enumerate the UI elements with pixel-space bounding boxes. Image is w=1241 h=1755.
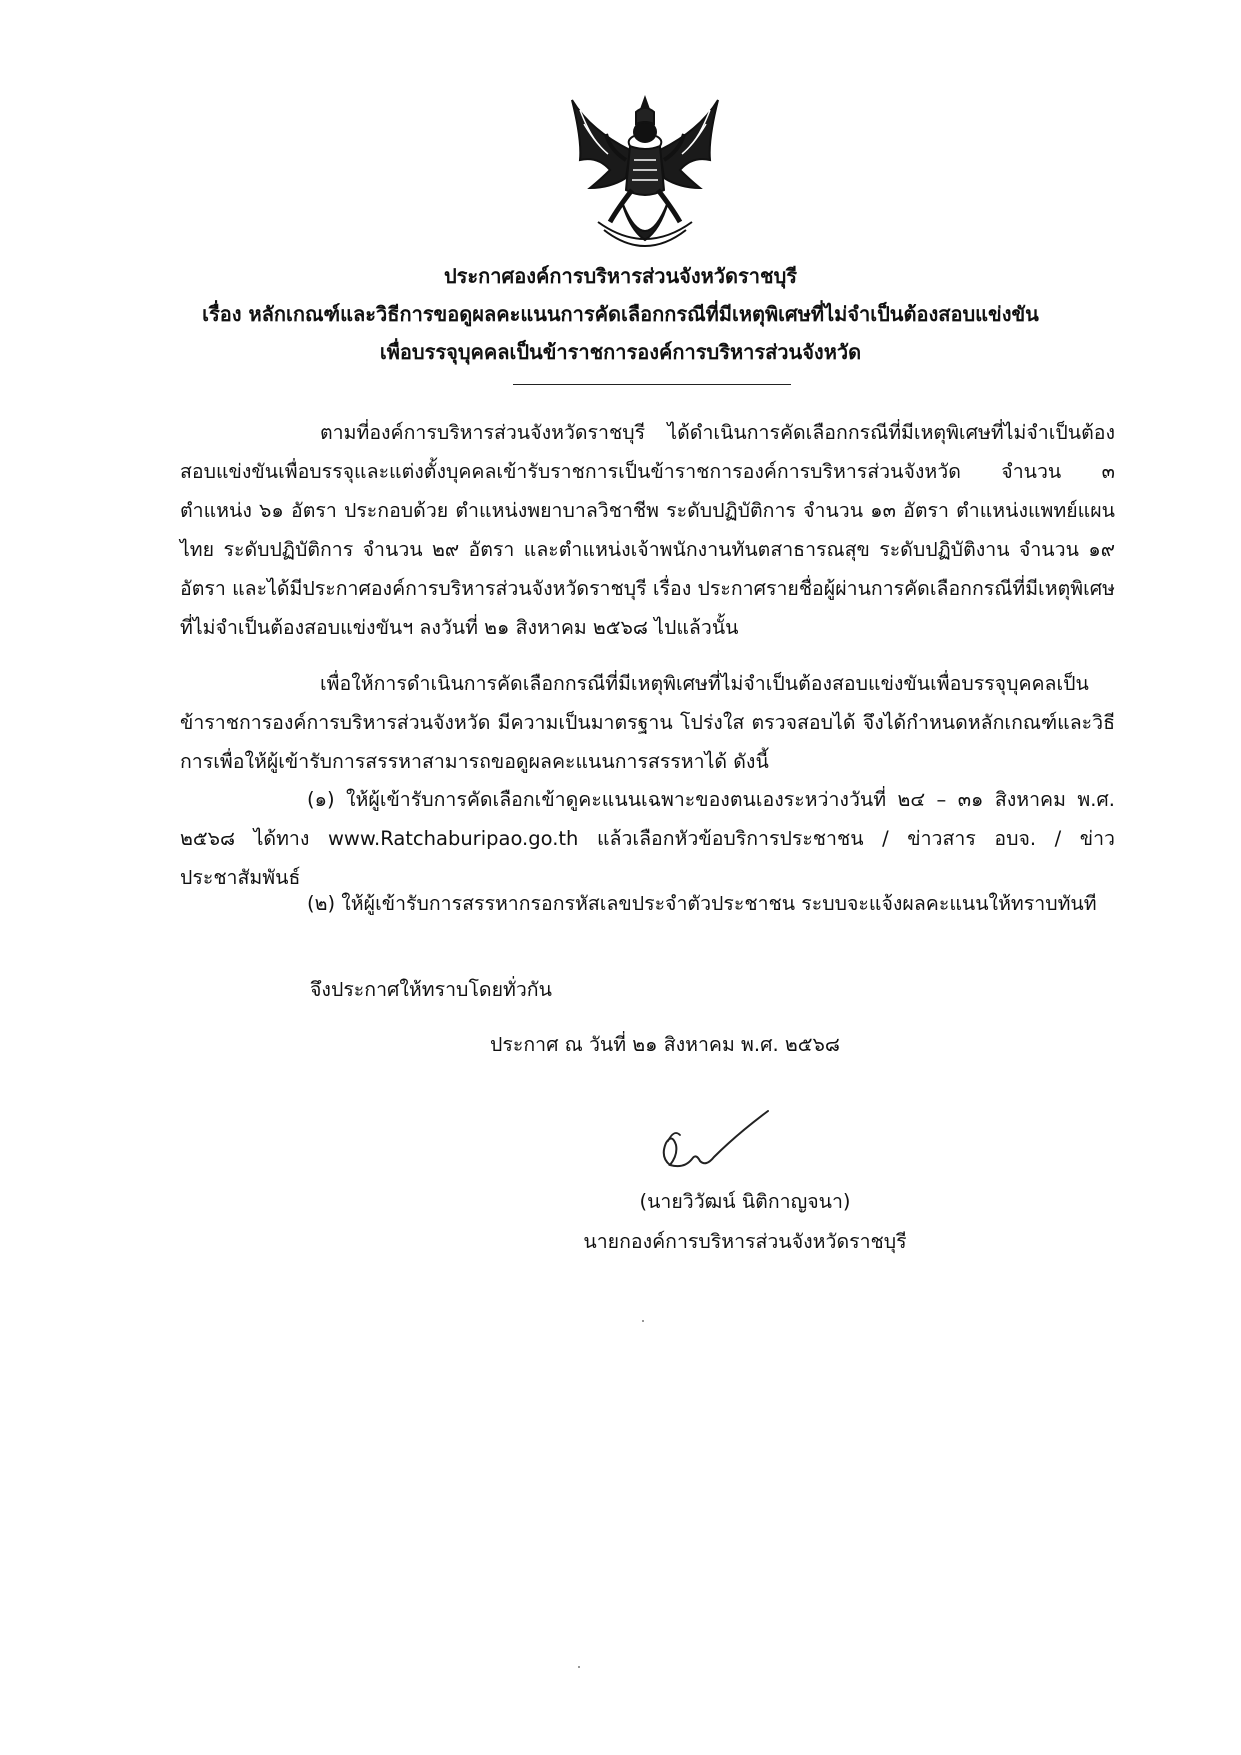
announcement-subject-continued: เพื่อบรรจุบุคคลเป็นข้าราชการองค์การบริหารส่วนจังหวัด — [379, 340, 862, 364]
garuda-emblem-icon — [560, 90, 730, 260]
announcement-date: ประกาศ ณ วันที่ ๒๑ สิงหาคม พ.ศ. ๒๕๖๘ — [490, 1033, 840, 1056]
handwritten-signature — [640, 1095, 780, 1185]
announcement-subject: เรื่อง หลักเกณฑ์และวิธีการขอดูผลคะแนนการคัดเลือกกรณีที่มีเหตุพิเศษที่ไม่จำเป็นต้องสอบแข่งขัน — [202, 302, 1039, 326]
signer-name: (นายวิวัฒน์ นิติกาญจนา) — [639, 1190, 851, 1213]
closing-statement: จึงประกาศให้ทราบโดยทั่วกัน — [310, 978, 552, 1001]
header-divider — [513, 384, 791, 385]
body-paragraph-2: เพื่อให้การดำเนินการคัดเลือกกรณีที่มีเหตุพิเศษที่ไม่จำเป็นต้องสอบแข่งขันเพื่อบรรจุบุคคลเป็นข้าราชการองค์การบริหารส่วนจังหวัด มีความเป็นมาตรฐาน โปร่งใส ตรวจสอบได้ จึงได้กำหนดหลักเกณฑ์และวิธีการเพื่อให้ผู้เข้ารับการสรรหาสามารถขอดูผลคะแนนการสรรหาได้ ดังนี้ — [180, 672, 1115, 773]
announcement-title: ประกาศองค์การบริหารส่วนจังหวัดราชบุรี — [443, 264, 798, 288]
body-paragraph-1: ตามที่องค์การบริหารส่วนจังหวัดราชบุรี ได้ดำเนินการคัดเลือกกรณีที่มีเหตุพิเศษที่ไม่จำเป็นต้องสอบแข่งขันเพื่อบรรจุและแต่งตั้งบุคคลเข้ารับราชการเป็นข้าราชการองค์การบริหารส่วนจังหวัด จำนวน ๓ ตำแหน่ง ๖๑ อัตรา ประกอบด้วย ตำแหน่งพยาบาลวิชาชีพ ระดับปฏิบัติการ จำนวน ๑๓ อัตรา ตำแหน่งแพทย์แผนไทย ระดับปฏิบัติการ จำนวน ๒๙ อัตรา และตำแหน่งเจ้าพนักงานทันตสาธารณสุข ระดับปฏิบัติงาน จำนวน ๑๙ อัตรา และได้มีประกาศองค์การบริหารส่วนจังหวัดราชบุรี เรื่อง ประกาศรายชื่อผู้ผ่านการคัดเลือกกรณีที่มีเหตุพิเศษที่ไม่จำเป็นต้องสอบแข่งขันฯ ลงวันที่ ๒๑ สิงหาคม ๒๕๖๘ ไปแล้วนั้น — [180, 421, 1115, 639]
scan-speck — [578, 1666, 580, 1668]
criteria-item-2: (๒) ให้ผู้เข้ารับการสรรหากรอกรหัสเลขประจำตัวประชาชน ระบบจะแจ้งผลคะแนนให้ทราบทันที — [307, 892, 1097, 915]
signer-title: นายกองค์การบริหารส่วนจังหวัดราชบุรี — [583, 1230, 907, 1253]
scan-speck — [642, 1320, 644, 1322]
criteria-item-1: (๑) ให้ผู้เข้ารับการคัดเลือกเข้าดูคะแนนเฉพาะของตนเองระหว่างวันที่ ๒๔ – ๓๑ สิงหาคม พ.ศ. ๒๕๖๘ ได้ทาง www.Ratchaburipao.go.th แล้วเลือกหัวข้อบริการประชาชน / ข่าวสาร อบจ. / ข่าวประชาสัมพันธ์ — [180, 788, 1115, 889]
